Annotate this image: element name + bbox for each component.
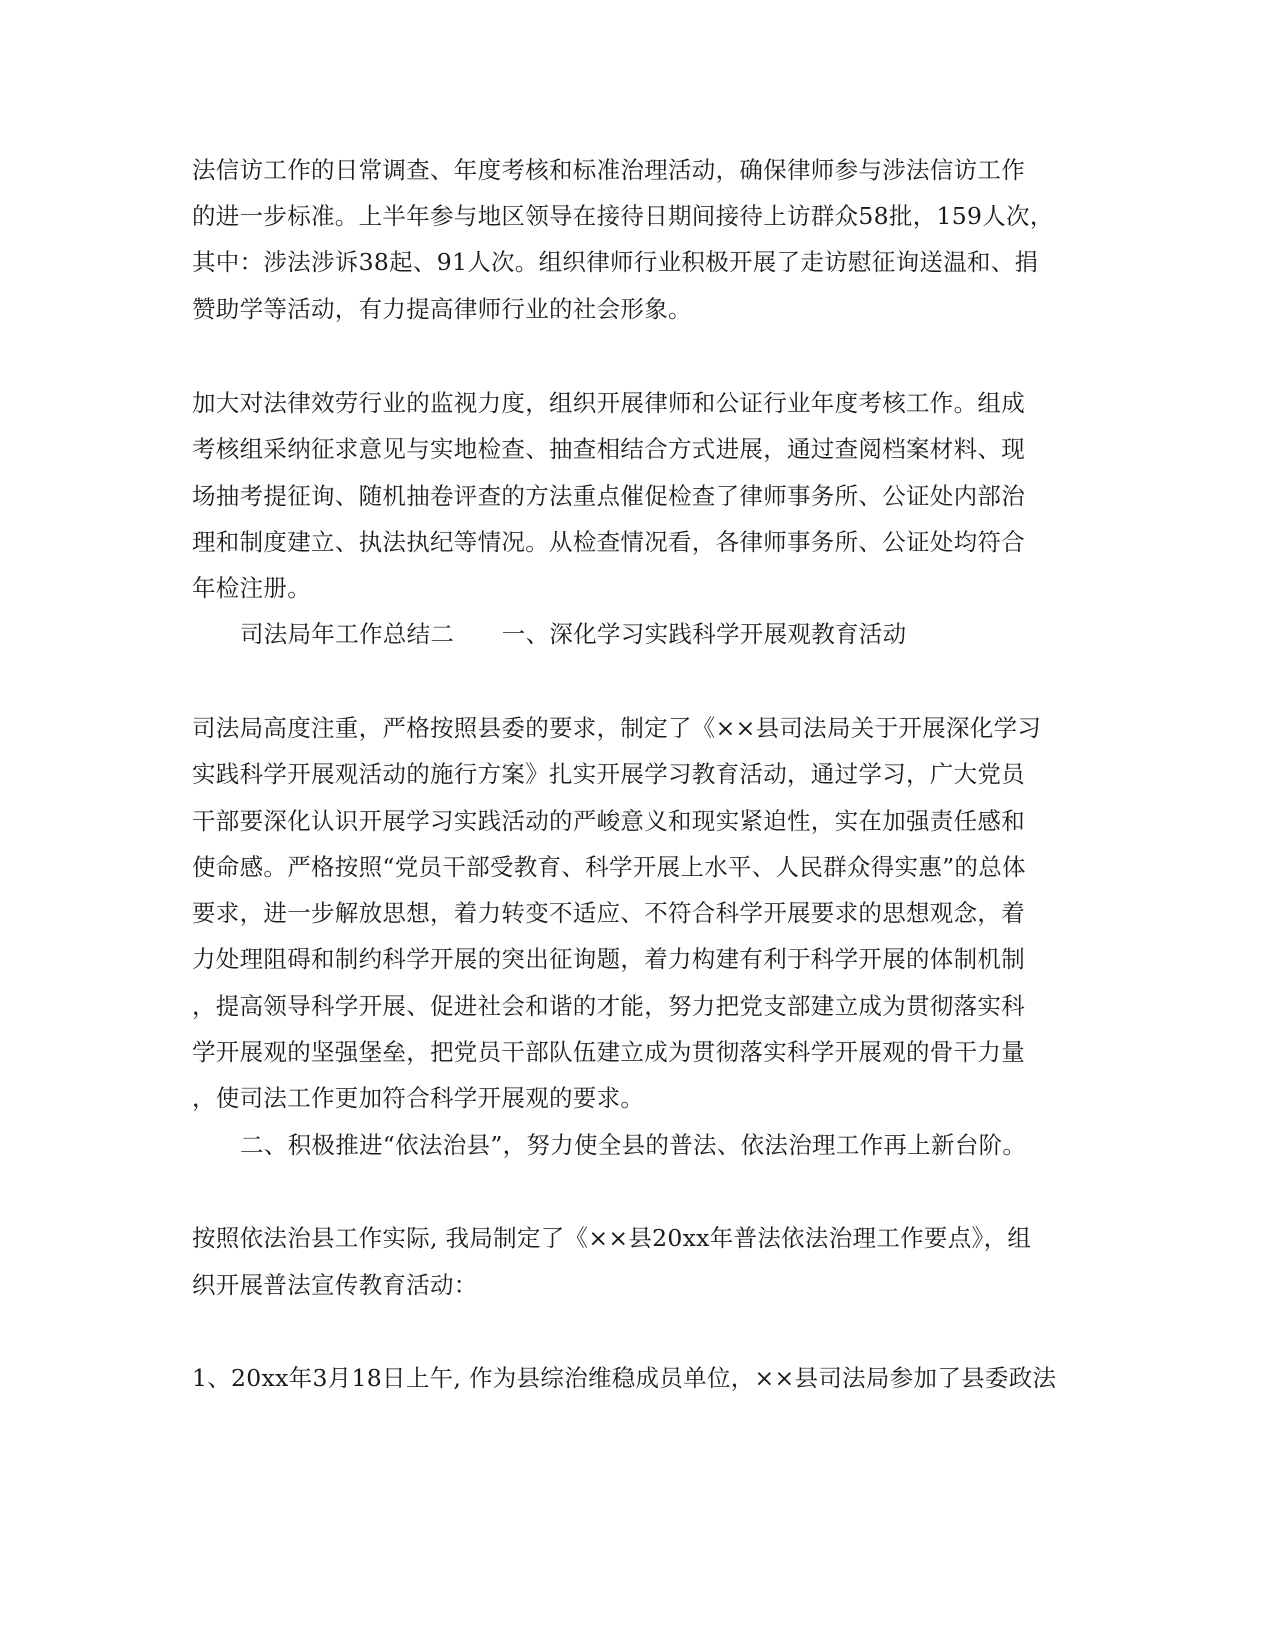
paragraph-3-line-7: ，提高领导科学开展、促进社会和谐的才能，努力把党支部建立成为贯彻落实科 (192, 992, 1025, 1020)
paragraph-4-line-1: 按照依法治县工作实际, 我局制定了《××县20xx年普法依法治理工作要点》，组 (192, 1224, 1032, 1252)
paragraph-3-line-8: 学开展观的坚强堡垒，把党员干部队伍建立成为贯彻落实科学开展观的骨干力量 (192, 1038, 1025, 1066)
paragraph-3-line-5: 要求，进一步解放思想，着力转变不适应、不符合科学开展要求的思想观念，着 (192, 899, 1025, 927)
paragraph-1-line-1: 法信访工作的日常调查、年度考核和标准治理活动，确保律师参与涉法信访工作 (192, 156, 1025, 184)
section-heading-1: 司法局年工作总结二 一、深化学习实践科学开展观教育活动 (240, 620, 907, 648)
paragraph-3-line-3: 干部要深化认识开展学习实践活动的严峻意义和现实紧迫性，实在加强责任感和 (192, 807, 1025, 835)
paragraph-1-line-2: 的进一步标准。上半年参与地区领导在接待日期间接待上访群众58批，159人次， (192, 202, 1054, 230)
paragraph-3-line-6: 力处理阻碍和制约科学开展的突出征询题，着力构建有利于科学开展的体制机制 (192, 945, 1025, 973)
paragraph-4-line-2: 织开展普法宣传教育活动： (192, 1271, 478, 1299)
paragraph-2-line-4: 理和制度建立、执法执纪等情况。从检查情况看，各律师事务所、公证处均符合 (192, 528, 1025, 556)
paragraph-3-line-4: 使命感。严格按照“党员干部受教育、科学开展上水平、人民群众得实惠”的总体 (192, 853, 1026, 881)
paragraph-5-line-1: 1、20xx年3月18日上午, 作为县综治维稳成员单位，××县司法局参加了县委政法 (192, 1364, 1057, 1392)
paragraph-2-line-1: 加大对法律效劳行业的监视力度，组织开展律师和公证行业年度考核工作。组成 (192, 389, 1025, 417)
paragraph-2-line-3: 场抽考提征询、随机抽卷评查的方法重点催促检查了律师事务所、公证处内部治 (192, 482, 1025, 510)
section-heading-2: 二、积极推进“依法治县”，努力使全县的普法、依法治理工作再上新台阶。 (240, 1131, 1027, 1159)
paragraph-3-line-9: ，使司法工作更加符合科学开展观的要求。 (192, 1084, 645, 1112)
paragraph-1-line-4: 赞助学等活动，有力提高律师行业的社会形象。 (192, 295, 692, 323)
paragraph-1-line-3: 其中：涉法涉诉38起、91人次。组织律师行业积极开展了走访慰征询送温和、捐 (192, 248, 1039, 276)
paragraph-3-line-2: 实践科学开展观活动的施行方案》扎实开展学习教育活动，通过学习，广大党员 (192, 760, 1025, 788)
paragraph-2-line-2: 考核组采纳征求意见与实地检查、抽查相结合方式进展，通过查阅档案材料、现 (192, 435, 1025, 463)
paragraph-3-line-1: 司法局高度注重，严格按照县委的要求，制定了《××县司法局关于开展深化学习 (192, 714, 1042, 742)
paragraph-2-line-5: 年检注册。 (192, 574, 311, 602)
